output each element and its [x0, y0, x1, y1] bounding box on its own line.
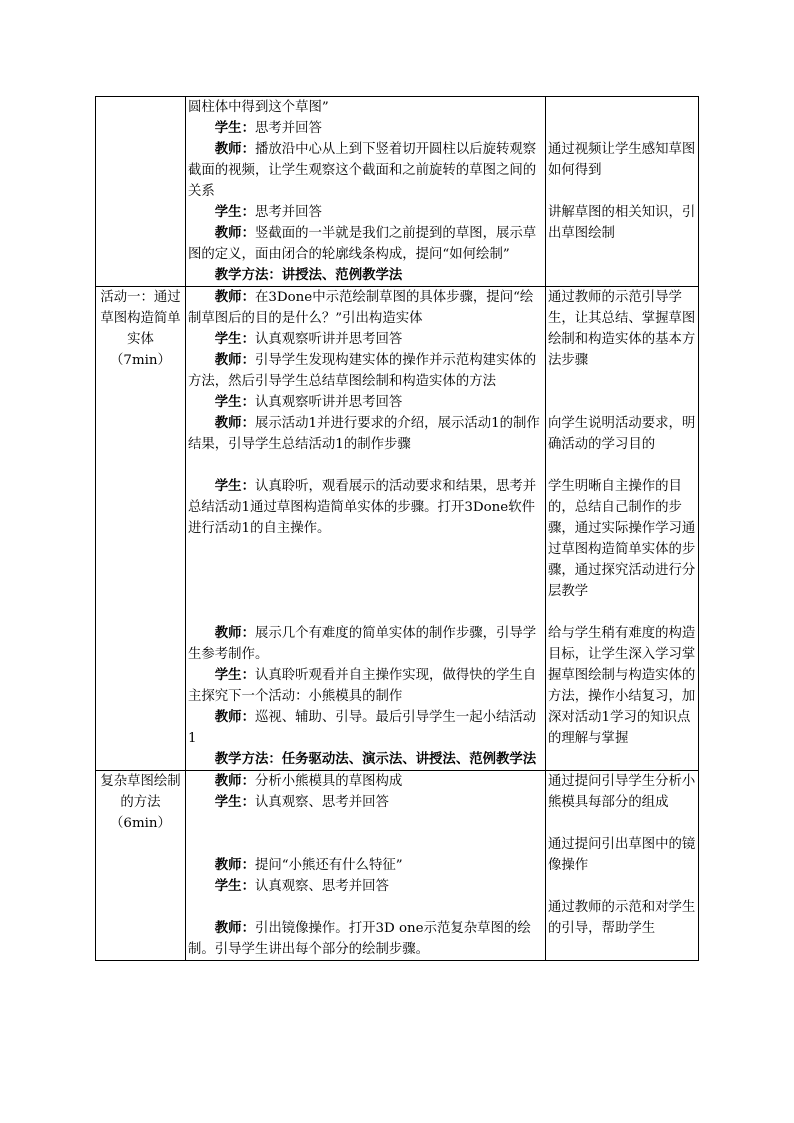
- stage-cell: [96, 771, 186, 961]
- teaching-method: 教学方法：任务驱动法、演示法、讲授法、范例教学法: [214, 751, 537, 767]
- table-row: [96, 771, 699, 961]
- role-label: 学生：: [214, 878, 255, 894]
- student-line: [188, 329, 543, 350]
- role-label: 学生：: [214, 394, 255, 410]
- role-label: 教师：: [214, 415, 255, 431]
- line-text: 思考并回答: [254, 121, 322, 136]
- design-intent-note: 给与学生稍有难度的构造目标，让学生深入学习掌握草图绘制与构造实体的方法，操作小结复习，加深对活动1学习的知识点的理解与掌握: [548, 626, 696, 746]
- stage-title: 活动一：通过草图构造简单实体: [100, 290, 181, 347]
- line-text: 认真观察、思考并回答: [254, 879, 389, 894]
- continued-text: 圆柱体中得到这个草图”: [188, 100, 329, 115]
- line-text: 展示几个有难度的简单实体的制作步骤，引导学生参考制作。: [188, 626, 537, 662]
- stage-title: 复杂草图绘制的方法: [100, 774, 181, 810]
- student-line: [188, 665, 543, 707]
- design-intent-note: 通过提问引导学生分析小熊模具每部分的组成: [548, 774, 696, 810]
- line-text: 巡视、辅助、引导。最后引导学生一起小结活动1: [188, 710, 537, 746]
- teacher-line: [188, 855, 543, 876]
- activity-content-cell: [186, 97, 546, 287]
- line-text: 认真聆听，观看展示的活动要求和结果，思考并总结活动1通过草图构造简单实体的步骤。打开3Done软件进行活动1的自主操作。: [188, 479, 537, 536]
- design-intent-note: 通过视频让学生感知草图如何得到: [548, 142, 696, 178]
- role-label: 学生：: [214, 478, 255, 494]
- role-label: 教师：: [214, 225, 255, 241]
- table-row: [96, 287, 699, 771]
- teacher-line: [188, 707, 543, 749]
- role-label: 教师：: [214, 141, 255, 157]
- student-line: [188, 476, 543, 539]
- teacher-line: [188, 771, 543, 792]
- role-label: 学生：: [214, 667, 255, 683]
- design-intent-note: 讲解草图的相关知识，引出草图绘制: [548, 205, 696, 241]
- intent-cell: [546, 287, 699, 771]
- student-line: [188, 876, 543, 897]
- line-text: 认真观察听讲并思考回答: [254, 332, 403, 347]
- activity-content-cell: [186, 771, 546, 961]
- role-label: 教师：: [214, 920, 255, 936]
- design-intent-note: 学生明晰自主操作的目的，总结自己制作的步骤，通过实际操作学习通过草图构造简单实体的步骤，通过探究活动进行分层教学: [548, 479, 696, 599]
- intent-cell: [546, 771, 699, 961]
- line-text: 展示活动1并进行要求的介绍，展示活动1的制作结果，引导学生总结活动1的制作步骤: [188, 416, 540, 452]
- role-label: 学生：: [214, 120, 255, 136]
- student-line: [188, 202, 543, 223]
- lesson-plan-table: [95, 96, 699, 961]
- line-text: 分析小熊模具的草图构成: [254, 774, 403, 789]
- role-label: 教师：: [214, 773, 255, 789]
- line-text: 引出镜像操作。打开3D one示范复杂草图的绘制。引导学生讲出每个部分的绘制步骤。: [188, 921, 531, 957]
- line-text: 认真观察、思考并回答: [254, 795, 389, 810]
- activity-content-cell: [186, 287, 546, 771]
- teacher-line: [188, 350, 543, 392]
- teacher-line: [188, 918, 543, 960]
- line-text: 播放沿中心从上到下竖着切开圆柱以后旋转观察截面的视频，让学生观察这个截面和之前旋转的草图之间的关系: [188, 142, 537, 199]
- teacher-line: [188, 623, 543, 665]
- line-text: 思考并回答: [254, 205, 322, 220]
- role-label: 教师：: [214, 857, 255, 873]
- design-intent-note: 通过提问引出草图中的镜像操作: [548, 837, 696, 873]
- teacher-line: [188, 287, 543, 329]
- line-text: 引导学生发现构建实体的操作并示范构建实体的方法，然后引导学生总结草图绘制和构造实体的方法: [188, 353, 537, 389]
- design-intent-note: 通过教师的示范和对学生的引导，帮助学生: [548, 900, 696, 936]
- role-label: 教师：: [214, 625, 255, 641]
- design-intent-note: 通过教师的示范引导学生，让其总结、掌握草图绘制和构造实体的基本方法步骤: [548, 290, 696, 368]
- line-text: 认真聆听观看并自主操作实现，做得快的学生自主探究下一个活动：小熊模具的制作: [188, 668, 537, 704]
- teaching-method: 教学方法：讲授法、范例教学法: [214, 267, 403, 283]
- stage-cell: [96, 287, 186, 771]
- teacher-line: [188, 139, 543, 202]
- student-line: [188, 792, 543, 813]
- stage-time: （6min）: [110, 816, 171, 831]
- role-label: 教师：: [214, 709, 255, 725]
- stage-time: （7min）: [110, 353, 171, 368]
- teacher-line: [188, 223, 543, 265]
- design-intent-note: 向学生说明活动要求，明确活动的学习目的: [548, 416, 696, 452]
- stage-cell: [96, 97, 186, 287]
- intent-cell: [546, 97, 699, 287]
- role-label: 学生：: [214, 794, 255, 810]
- line-text: 认真观察听讲并思考回答: [254, 395, 403, 410]
- student-line: [188, 392, 543, 413]
- role-label: 学生：: [214, 331, 255, 347]
- line-text: 提问“小熊还有什么特征”: [254, 858, 403, 873]
- student-line: [188, 118, 543, 139]
- role-label: 学生：: [214, 204, 255, 220]
- line-text: 竖截面的一半就是我们之前提到的草图，展示草图的定义，面由闭合的轮廓线条构成，提问“如何绘制”: [188, 226, 537, 262]
- role-label: 教师：: [214, 352, 255, 368]
- role-label: 教师：: [214, 289, 255, 305]
- table-row: [96, 97, 699, 287]
- line-text: 在3Done中示范绘制草图的具体步骤，提问“绘制草图后的目的是什么？”引出构造实体: [188, 290, 534, 326]
- teacher-line: [188, 413, 543, 455]
